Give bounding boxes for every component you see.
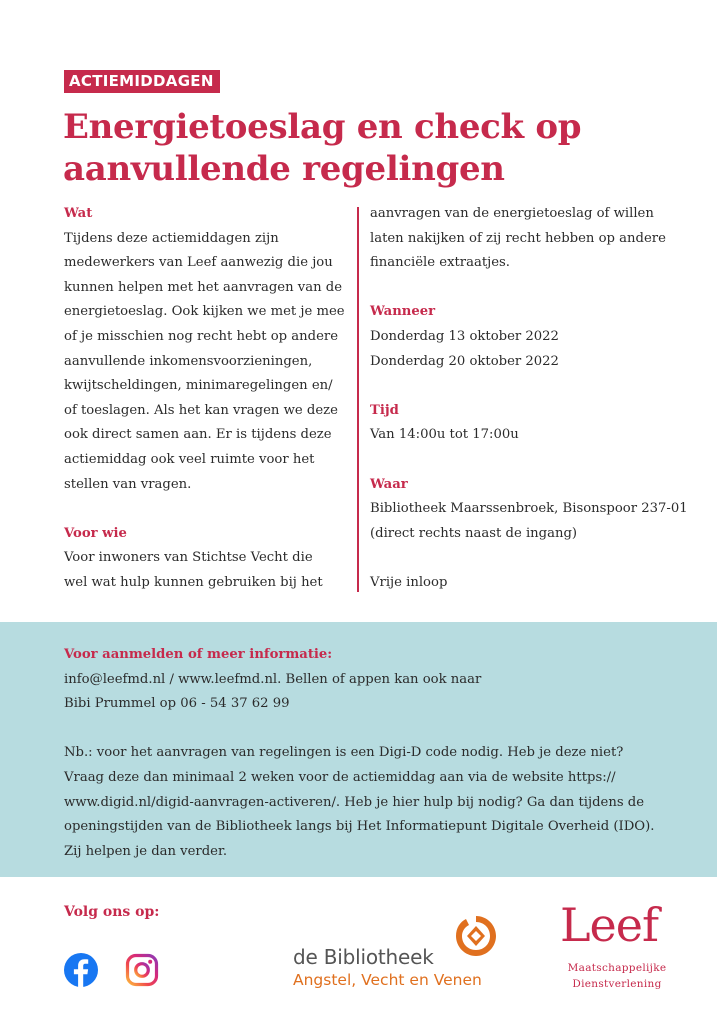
- spacer: [370, 546, 700, 571]
- note-line: Nb.: voor het aanvragen van regelingen is een Digi-D code nodig. Heb je deze niet?: [64, 745, 624, 761]
- waar-heading: Waar: [370, 476, 408, 492]
- voor-wie-heading: Voor wie: [64, 525, 127, 541]
- left-column: [64, 202, 349, 596]
- leef-wordmark: Leef: [560, 898, 659, 952]
- text-line: medewerkers van Leef aanwezig die jou: [64, 255, 333, 271]
- spacer: [64, 717, 684, 742]
- right-column: [370, 202, 700, 596]
- note-line[interactable]: Vraag deze dan minimaal 2 weken voor de actiemiddag aan via de website https://: [64, 769, 616, 785]
- text-line: financiële extraatjes.: [370, 255, 510, 271]
- text-line: stellen van vragen.: [64, 476, 192, 492]
- wat-heading: Wat: [64, 206, 93, 221]
- note-line: openingstijden van de Bibliotheek langs bij Het Informatiepunt Digitale Overheid (IDO).: [64, 819, 655, 835]
- bibliotheek-region: Angstel, Vecht en Venen: [293, 971, 482, 989]
- text-line: of toeslagen. Als het kan vragen we deze: [64, 402, 338, 418]
- text-line: aanvragen van de energietoeslag of willen: [370, 206, 654, 221]
- column-divider: [357, 207, 359, 592]
- spacer: [64, 497, 349, 522]
- info-heading: Voor aanmelden of meer informatie:: [64, 647, 333, 662]
- note-line[interactable]: www.digid.nl/digid-aanvragen-activeren/. Heb je hier hulp bij nodig? Ga dan tijdens de: [64, 794, 645, 810]
- text-line: kunnen helpen met het aanvragen van de: [64, 279, 343, 295]
- leef-subtitle: [556, 960, 678, 992]
- facebook-icon[interactable]: [64, 953, 98, 987]
- spacer: [370, 374, 700, 399]
- inloop-text: Vrije inloop: [370, 574, 448, 590]
- time-text: Van 14:00u tot 17:00u: [370, 427, 519, 443]
- text-line: ook direct samen aan. Er is tijdens deze: [64, 427, 332, 443]
- date-line: Donderdag 20 oktober 2022: [370, 353, 559, 369]
- bibliotheek-mark-icon: [454, 914, 498, 958]
- text-line: aanvullende inkomensvoorzieningen,: [64, 353, 313, 369]
- info-panel: [0, 622, 717, 877]
- text-line: actiemiddag ook veel ruimte voor het: [64, 451, 315, 467]
- event-tag: ACTIEMIDDAGEN: [64, 70, 220, 93]
- title-line-2: aanvullende regelingen: [63, 149, 505, 189]
- text-line: of je misschien nog recht hebt op andere: [64, 328, 339, 344]
- location-line: Bibliotheek Maarssenbroek, Bisonspoor 237-01: [370, 501, 688, 517]
- spacer: [370, 448, 700, 473]
- text-line: Tijdens deze actiemiddagen zijn: [64, 230, 279, 246]
- contact-line[interactable]: info@leefmd.nl / www.leefmd.nl. Bellen of appen kan ook naar: [64, 671, 482, 687]
- note-line: Zij helpen je dan verder.: [64, 843, 228, 859]
- text-line: wel wat hulp kunnen gebruiken bij het: [64, 574, 323, 590]
- text-line: laten nakijken of zij recht hebben op andere: [370, 230, 666, 246]
- instagram-icon[interactable]: [125, 953, 159, 987]
- tijd-heading: Tijd: [370, 402, 399, 418]
- leef-subtitle-line-1: Maatschappelijke: [567, 962, 667, 974]
- contact-line: Bibi Prummel op 06 - 54 37 62 99: [64, 696, 290, 712]
- follow-label: Volg ons op:: [64, 904, 160, 920]
- text-line: kwijtscheldingen, minimaregelingen en/: [64, 378, 333, 394]
- page-title: [63, 106, 683, 190]
- text-line: energietoeslag. Ook kijken we met je mee: [64, 304, 345, 320]
- info-body: [64, 643, 684, 864]
- location-line: (direct rechts naast de ingang): [370, 525, 578, 541]
- date-line: Donderdag 13 oktober 2022: [370, 328, 559, 344]
- leef-subtitle-line-2: Dienstverlening: [572, 978, 662, 990]
- spacer: [370, 276, 700, 301]
- wanneer-heading: Wanneer: [370, 304, 436, 320]
- title-line-1: Energietoeslag en check op: [63, 107, 582, 147]
- text-line: Voor inwoners van Stichtse Vecht die: [64, 550, 313, 566]
- bibliotheek-name: de Bibliotheek: [293, 945, 434, 969]
